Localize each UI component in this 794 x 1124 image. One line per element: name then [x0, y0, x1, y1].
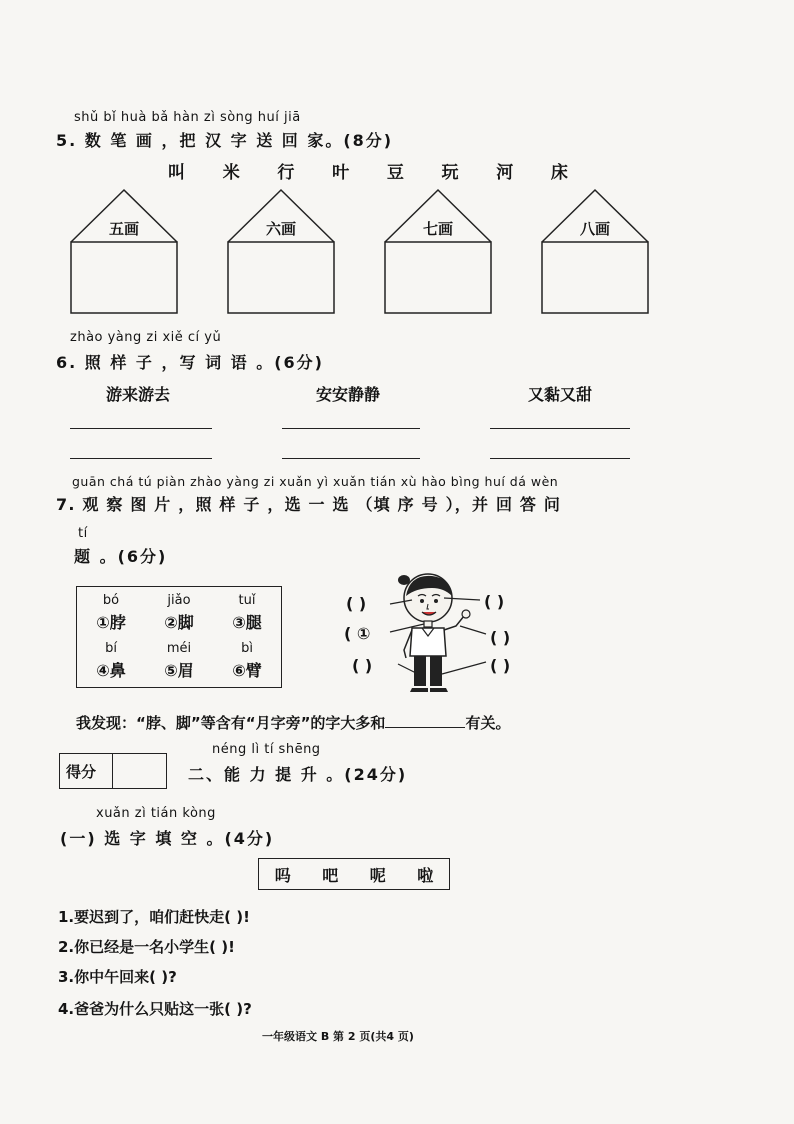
q6-example-word: 安安静静 — [316, 385, 381, 404]
sub1-pinyin: xuǎn zì tián kòng — [96, 806, 216, 821]
q6-title: 6. 照 样 子 ，写 词 语 。(6分) — [56, 353, 324, 372]
label-blank-left-3[interactable]: ( ) — [352, 656, 373, 675]
discovery-text-a: 我发现：“脖、脚”等含有“月字旁”的字大多和 — [76, 714, 386, 732]
q7-discovery-sentence — [76, 712, 510, 733]
label-blank-left-1[interactable]: ( ) — [346, 594, 367, 613]
answer-line[interactable] — [70, 428, 212, 429]
house-eight-strokes[interactable] — [541, 188, 649, 314]
option-pinyin: méi — [166, 641, 192, 656]
label-blank-right-2[interactable]: ( ) — [490, 628, 511, 647]
q7-options-box — [76, 586, 282, 688]
q5-char: 行 — [277, 163, 295, 183]
q5-char: 床 — [550, 163, 568, 183]
score-box — [59, 753, 167, 789]
label-blank-right-3[interactable]: ( ) — [490, 656, 511, 675]
option-pinyin: bó — [102, 593, 120, 608]
house-outline — [384, 188, 492, 314]
house-five-strokes[interactable] — [70, 188, 178, 314]
score-label: 得分 — [66, 763, 97, 781]
page-footer: 一年级语文 B 第 2 页(共4 页) — [262, 1030, 414, 1043]
house-outline — [70, 188, 178, 314]
word-choice-box — [258, 858, 450, 890]
option-pinyin: tuǐ — [238, 593, 256, 608]
q5-char: 玩 — [441, 163, 459, 183]
q5-char: 叫 — [168, 163, 185, 183]
answer-line[interactable] — [490, 428, 630, 429]
option-char: ④鼻 — [96, 661, 126, 680]
choice-word: 吗 — [274, 865, 291, 885]
answer-line[interactable] — [70, 458, 212, 459]
q5-character-list — [168, 158, 568, 183]
label-blank-left-2[interactable]: ( ① — [344, 624, 371, 643]
option-item — [217, 641, 277, 681]
option-char: ⑥臂 — [232, 661, 262, 680]
option-pinyin: bí — [105, 641, 117, 656]
q7-title: 7. 观 察 图 片 ，照 样 子 ，选 一 选 （填 序 号 ），并 回 答 问 — [56, 495, 562, 514]
option-item — [149, 593, 209, 633]
section2-title: 二、能 力 提 升 。(24分) — [188, 765, 408, 784]
section2-pinyin: néng lì tí shēng — [212, 742, 321, 757]
q7-pinyin: guān chá tú piàn zhào yàng zi xuǎn yì xuǎn tián xù hào bìng huí dá wèn — [72, 474, 559, 489]
option-item — [217, 593, 277, 633]
q5-char: 叶 — [332, 163, 350, 183]
q7-pinyin-2: tí — [78, 526, 88, 541]
answer-line[interactable] — [490, 458, 630, 459]
option-item — [81, 593, 141, 633]
house-outline — [541, 188, 649, 314]
choice-word: 呢 — [369, 865, 386, 885]
q6-pinyin: zhào yàng zi xiě cí yǔ — [70, 330, 222, 345]
option-item — [149, 641, 209, 681]
house-seven-strokes[interactable] — [384, 188, 492, 314]
choice-word: 啦 — [417, 865, 434, 885]
house-six-strokes[interactable] — [227, 188, 335, 314]
fill-sentence-3[interactable]: 3.你中午回来( )? — [58, 968, 177, 986]
house-label: 五画 — [108, 220, 139, 238]
label-blank-right-1[interactable]: ( ) — [484, 592, 505, 611]
q5-pinyin: shǔ bǐ huà bǎ hàn zì sòng huí jiā — [74, 110, 301, 125]
house-label: 八画 — [579, 220, 610, 238]
option-pinyin: bì — [241, 641, 253, 656]
q6-example-word: 游来游去 — [106, 385, 171, 404]
sub1-title: (一) 选 字 填 空 。(4分) — [60, 829, 275, 848]
option-char: ③腿 — [232, 613, 262, 632]
q5-char: 豆 — [386, 163, 404, 183]
fill-sentence-4[interactable]: 4.爸爸为什么只贴这一张( )? — [58, 1000, 252, 1018]
answer-line[interactable] — [282, 428, 420, 429]
house-label: 六画 — [265, 220, 296, 238]
option-char: ①脖 — [96, 613, 126, 632]
fill-sentence-2[interactable]: 2.你已经是一名小学生( )! — [58, 938, 235, 956]
option-pinyin: jiǎo — [167, 593, 191, 608]
q5-char: 河 — [496, 163, 514, 183]
q5-char: 米 — [222, 163, 240, 183]
option-item — [81, 641, 141, 681]
score-divider — [112, 754, 113, 788]
girl-figure-illustration — [340, 570, 560, 696]
q7-title-2: 题 。(6分) — [74, 547, 168, 566]
option-char: ②脚 — [164, 613, 194, 632]
option-char: ⑤眉 — [164, 661, 194, 680]
discovery-blank[interactable] — [385, 713, 465, 728]
house-label: 七画 — [422, 220, 453, 238]
fill-sentence-1[interactable]: 1.要迟到了，咱们赶快走( )! — [58, 908, 250, 926]
answer-line[interactable] — [282, 458, 420, 459]
q5-title: 5. 数 笔 画 ，把 汉 字 送 回 家。(8分) — [56, 131, 394, 150]
q6-example-word: 又黏又甜 — [528, 385, 593, 404]
house-outline — [227, 188, 335, 314]
discovery-text-b: 有关。 — [465, 714, 511, 732]
choice-word: 吧 — [322, 865, 339, 885]
